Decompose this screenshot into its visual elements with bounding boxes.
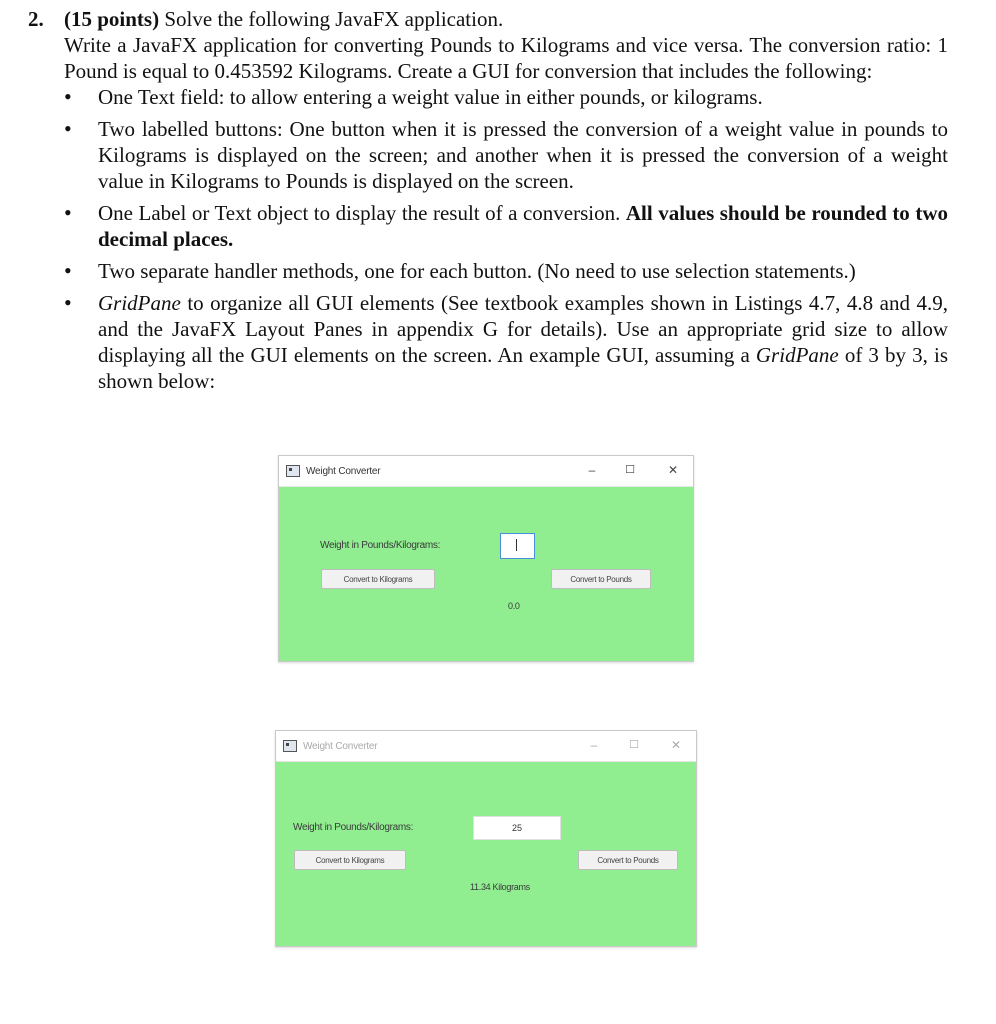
list-item	[64, 290, 948, 394]
convert-to-kilograms-button[interactable]: Convert to Kilograms	[321, 569, 435, 589]
question-number: 2.	[28, 7, 44, 31]
gridpane-term: GridPane	[755, 343, 839, 367]
convert-to-pounds-button[interactable]: Convert to Pounds	[551, 569, 651, 589]
minimize-icon[interactable]: –	[588, 463, 596, 477]
window-title: Weight Converter	[303, 740, 378, 752]
question-heading	[28, 6, 948, 32]
maximize-icon[interactable]: ☐	[629, 739, 639, 751]
convert-to-kilograms-button[interactable]: Convert to Kilograms	[294, 850, 406, 870]
list-item	[64, 116, 948, 194]
grid-pane	[279, 487, 693, 661]
list-item-text-bold: All values should be rounded to two decimal places.	[98, 201, 948, 251]
list-item-text-mid: to organize all GUI elements (See textbook examples shown in Listings 4.7, 4.8 and 4.9, and the JavaFX Layout Panes in appendix G for details). Use an appropriate grid size to allow displaying all the GUI elements on the screen. An example GUI, assuming a	[98, 291, 948, 367]
list-item-text	[98, 201, 948, 251]
list-item-text: Two labelled buttons: One button when it is pressed the conversion of a weight value in pounds to Kilograms is displayed on the screen; and another when it is pressed the conversion of a weight value in Kilograms to Pounds is displayed on the screen.	[98, 117, 948, 193]
requirements-list	[64, 84, 948, 394]
app-icon	[283, 740, 297, 752]
list-item-text: Two separate handler methods, one for each button. (No need to use selection statements.)	[98, 259, 856, 283]
close-icon[interactable]: ✕	[667, 463, 679, 477]
list-item-text: One Text field: to allow entering a weight value in either pounds, or kilograms.	[98, 85, 763, 109]
title-bar	[279, 456, 693, 487]
bullet-icon: •	[64, 84, 72, 109]
grid-pane	[276, 762, 696, 946]
bullet-icon: •	[64, 116, 72, 141]
weight-converter-window-result	[275, 730, 697, 947]
window-title: Weight Converter	[306, 465, 381, 477]
question-block	[28, 6, 948, 400]
bullet-icon: •	[64, 258, 72, 283]
list-item	[64, 258, 948, 284]
list-item-text-plain: One Label or Text object to display the result of a conversion.	[98, 201, 626, 225]
list-item-text-end: of 3 by 3, is shown below:	[98, 343, 948, 393]
minimize-icon[interactable]: –	[590, 738, 598, 752]
weight-input[interactable]: 25	[473, 816, 561, 840]
title-bar	[276, 731, 696, 762]
convert-to-pounds-button[interactable]: Convert to Pounds	[578, 850, 678, 870]
weight-input[interactable]	[500, 533, 535, 559]
maximize-icon[interactable]: ☐	[625, 464, 635, 476]
close-icon[interactable]: ✕	[670, 738, 682, 752]
weight-converter-window-initial	[278, 455, 694, 662]
result-label: 11.34 Kilograms	[470, 882, 530, 892]
question-points: (15 points)	[64, 7, 160, 31]
bullet-icon: •	[64, 200, 72, 225]
weight-label: Weight in Pounds/Kilograms:	[320, 540, 441, 551]
list-item-text	[98, 291, 948, 393]
question-title-text: Solve the following JavaFX application.	[164, 7, 504, 31]
text-cursor	[516, 539, 517, 551]
result-label: 0.0	[508, 601, 520, 611]
gridpane-term: GridPane	[98, 291, 181, 315]
weight-label: Weight in Pounds/Kilograms:	[293, 822, 414, 833]
app-icon	[286, 465, 300, 477]
list-item	[64, 84, 948, 110]
list-item	[64, 200, 948, 252]
question-title	[64, 6, 503, 32]
bullet-icon: •	[64, 290, 72, 315]
question-intro: Write a JavaFX application for converting Pounds to Kilograms and vice versa. The conversion ratio: 1 Pound is equal to 0.453592 Kilograms. Create a GUI for conversion that includes the following:	[64, 33, 948, 83]
